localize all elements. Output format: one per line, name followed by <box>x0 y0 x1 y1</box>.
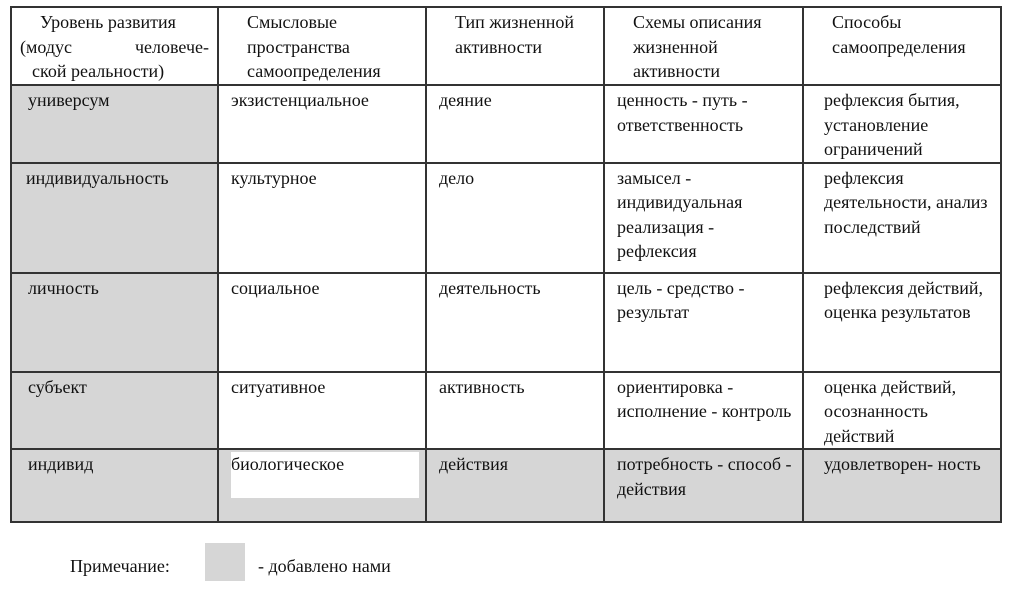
header-level-line2a: (модус <box>20 36 73 57</box>
table-row <box>11 85 1001 163</box>
cell-scheme: ориентировка - исполнение - контроль <box>604 372 803 450</box>
note-text: - добавлено нами <box>258 556 391 576</box>
cell-type: дело <box>426 163 604 273</box>
cell-level: индивидуальность <box>11 163 218 273</box>
cell-scheme: потребность - способ - действия <box>604 449 803 522</box>
cell-space: культурное <box>218 163 426 273</box>
cell-scheme: ценность - путь - ответственность <box>604 85 803 163</box>
table-row <box>11 163 1001 273</box>
table-row <box>11 372 1001 450</box>
header-type: Тип жизненной активности <box>426 7 604 85</box>
cell-space: ситуативное <box>218 372 426 450</box>
cell-level: индивид <box>11 449 218 522</box>
highlight-swatch <box>205 543 245 581</box>
cell-method: рефлексия действий, оценка результатов <box>803 273 1001 372</box>
header-level-line3: ской реальности) <box>32 61 165 81</box>
cell-method: оценка действий, осознанность действий <box>803 372 1001 450</box>
cell-type: деяние <box>426 85 604 163</box>
table-row <box>11 449 1001 522</box>
cell-type: активность <box>426 372 604 450</box>
header-scheme: Схемы описания жизненной активности <box>604 7 803 85</box>
table-row <box>11 273 1001 372</box>
cell-space: социальное <box>218 273 426 372</box>
header-level-line1: Уровень развития <box>40 12 176 32</box>
cell-method: рефлексия бытия, установление ограничений <box>803 85 1001 163</box>
cell-level: личность <box>11 273 218 372</box>
cell-space-inner: биологическое <box>231 452 419 498</box>
header-row <box>11 7 1001 85</box>
cell-space: экзистенциальное <box>218 85 426 163</box>
cell-space <box>218 449 426 522</box>
cell-method: удовлетворен- ность <box>803 449 1001 522</box>
header-space: Смысловые пространства самоопределения <box>218 7 426 85</box>
development-levels-table <box>10 6 1002 523</box>
cell-scheme: замысел - индивидуальная реализация - рефлексия <box>604 163 803 273</box>
header-level-line2b: человече- <box>135 36 209 57</box>
header-level <box>11 7 218 85</box>
cell-method: рефлексия деятельности, анализ последствий <box>803 163 1001 273</box>
header-method: Способы самоопределения <box>803 7 1001 85</box>
note-label: Примечание: <box>70 556 170 576</box>
cell-type: деятельность <box>426 273 604 372</box>
cell-scheme: цель - средство - результат <box>604 273 803 372</box>
cell-level: субъект <box>11 372 218 450</box>
cell-type: действия <box>426 449 604 522</box>
cell-level: универсум <box>11 85 218 163</box>
